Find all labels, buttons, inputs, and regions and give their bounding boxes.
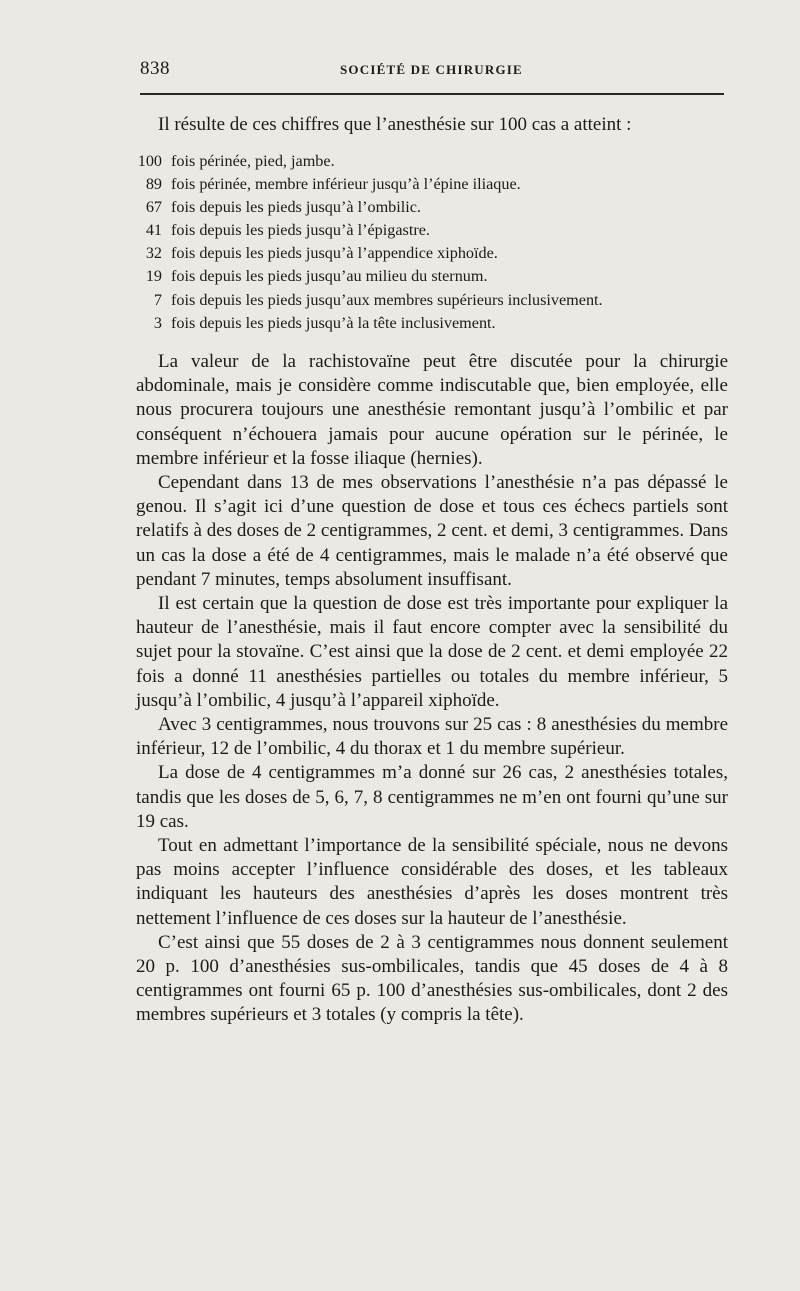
case-count: 67 <box>145 198 162 217</box>
list-item <box>134 289 734 312</box>
list-item <box>134 196 734 219</box>
page-number: 838 <box>140 58 170 79</box>
case-list <box>134 150 734 335</box>
page-header <box>140 58 724 82</box>
running-head: SOCIÉTÉ DE CHIRURGIE <box>340 62 523 77</box>
paragraph: La dose de 4 centigrammes m’a donné sur 26 cas, 2 anesthésies totales, tandis que les doses de 5, 6, 7, 8 centigrammes ne m’en ont fourni qu’une sur 19 cas. <box>136 762 728 832</box>
case-count: 19 <box>145 267 162 286</box>
list-item <box>134 265 734 288</box>
list-item <box>134 219 734 242</box>
case-text: fois depuis les pieds jusqu’à l’épigastre. <box>171 221 430 240</box>
list-item <box>134 312 734 335</box>
case-text: fois périnée, membre inférieur jusqu’à l’épine iliaque. <box>171 175 521 194</box>
case-count: 3 <box>153 313 162 332</box>
paragraph: Il est certain que la question de dose est très importante pour expliquer la hauteur de l’anesthésie, mais il faut encore compter avec la sensibilité du sujet pour la stovaïne. C’est ainsi que la dose de 2 cent. et demi employée 22 fois a donné 11 anesthésies partielles ou totales du membre inférieur, 5 jusqu’à l’ombilic, 4 jusqu’à l’appareil xiphoïde. <box>136 593 728 711</box>
case-text: fois depuis les pieds jusqu’à l’ombilic. <box>171 198 421 217</box>
case-text: fois depuis les pieds jusqu’aux membres supérieurs inclusivement. <box>171 290 603 309</box>
paragraph: Cependant dans 13 de mes observations l’anesthésie n’a pas dépassé le genou. Il s’agit ici d’une question de dose et tous ces échecs partiels sont relatifs à des doses de 2 centigrammes, 2 cent. et demi, 3 centigrammes. Dans un cas la dose a été de 4 centigrammes, mais le malade n’a été observé que pendant 7 minutes, temps absolument insuffisant. <box>136 472 728 590</box>
case-text: fois depuis les pieds jusqu’au milieu du sternum. <box>171 267 488 286</box>
case-count: 100 <box>137 152 162 170</box>
paragraph: C’est ainsi que 55 doses de 2 à 3 centigrammes nous donnent seulement 20 p. 100 d’anesthésies sus-ombilicales, tandis que 45 doses de 4 à 8 centigrammes ont fourni 65 p. 100 d’anesthésies sus-ombilicales, dont 2 des membres supérieurs et 3 totales (y compris la tête). <box>136 931 728 1026</box>
case-count: 32 <box>145 244 162 263</box>
list-item <box>134 150 734 173</box>
case-count: 7 <box>153 290 162 309</box>
paragraph: Tout en admettant l’importance de la sensibilité spéciale, nous ne devons pas moins accepter l’influence considérable des doses, et les tableaux indiquant les hauteurs des anesthésies d’après les doses montrent très nettement l’influence de ces doses sur la hauteur de l’anesthésie. <box>136 835 728 929</box>
case-text: fois depuis les pieds jusqu’à l’appendice xiphoïde. <box>171 244 498 263</box>
intro-sentence: Il résulte de ces chiffres que l’anesthésie sur 100 cas a atteint : <box>158 114 632 135</box>
case-count: 41 <box>145 221 162 240</box>
case-text: fois périnée, pied, jambe. <box>171 152 335 170</box>
paragraph: La valeur de la rachistovaïne peut être discutée pour la chirurgie abdominale, mais je considère comme indiscutable que, bien employée, elle nous procurera toujours une anesthésie remontant jusqu’à l’ombilic et par conséquent n’échouera jamais pour aucune opération sur le périnée, le membre inférieur et la fosse iliaque (hernies). <box>136 351 728 469</box>
list-item <box>134 242 734 265</box>
case-text: fois depuis les pieds jusqu’à la tête inclusivement. <box>171 313 496 332</box>
case-count: 89 <box>145 175 162 194</box>
paragraph: Avec 3 centigrammes, nous trouvons sur 25 cas : 8 anesthésies du membre inférieur, 12 de l’ombilic, 4 du thorax et 1 du membre supérieur. <box>136 714 728 760</box>
list-item <box>134 173 734 196</box>
header-rule <box>140 93 724 95</box>
body-text <box>136 350 728 1028</box>
